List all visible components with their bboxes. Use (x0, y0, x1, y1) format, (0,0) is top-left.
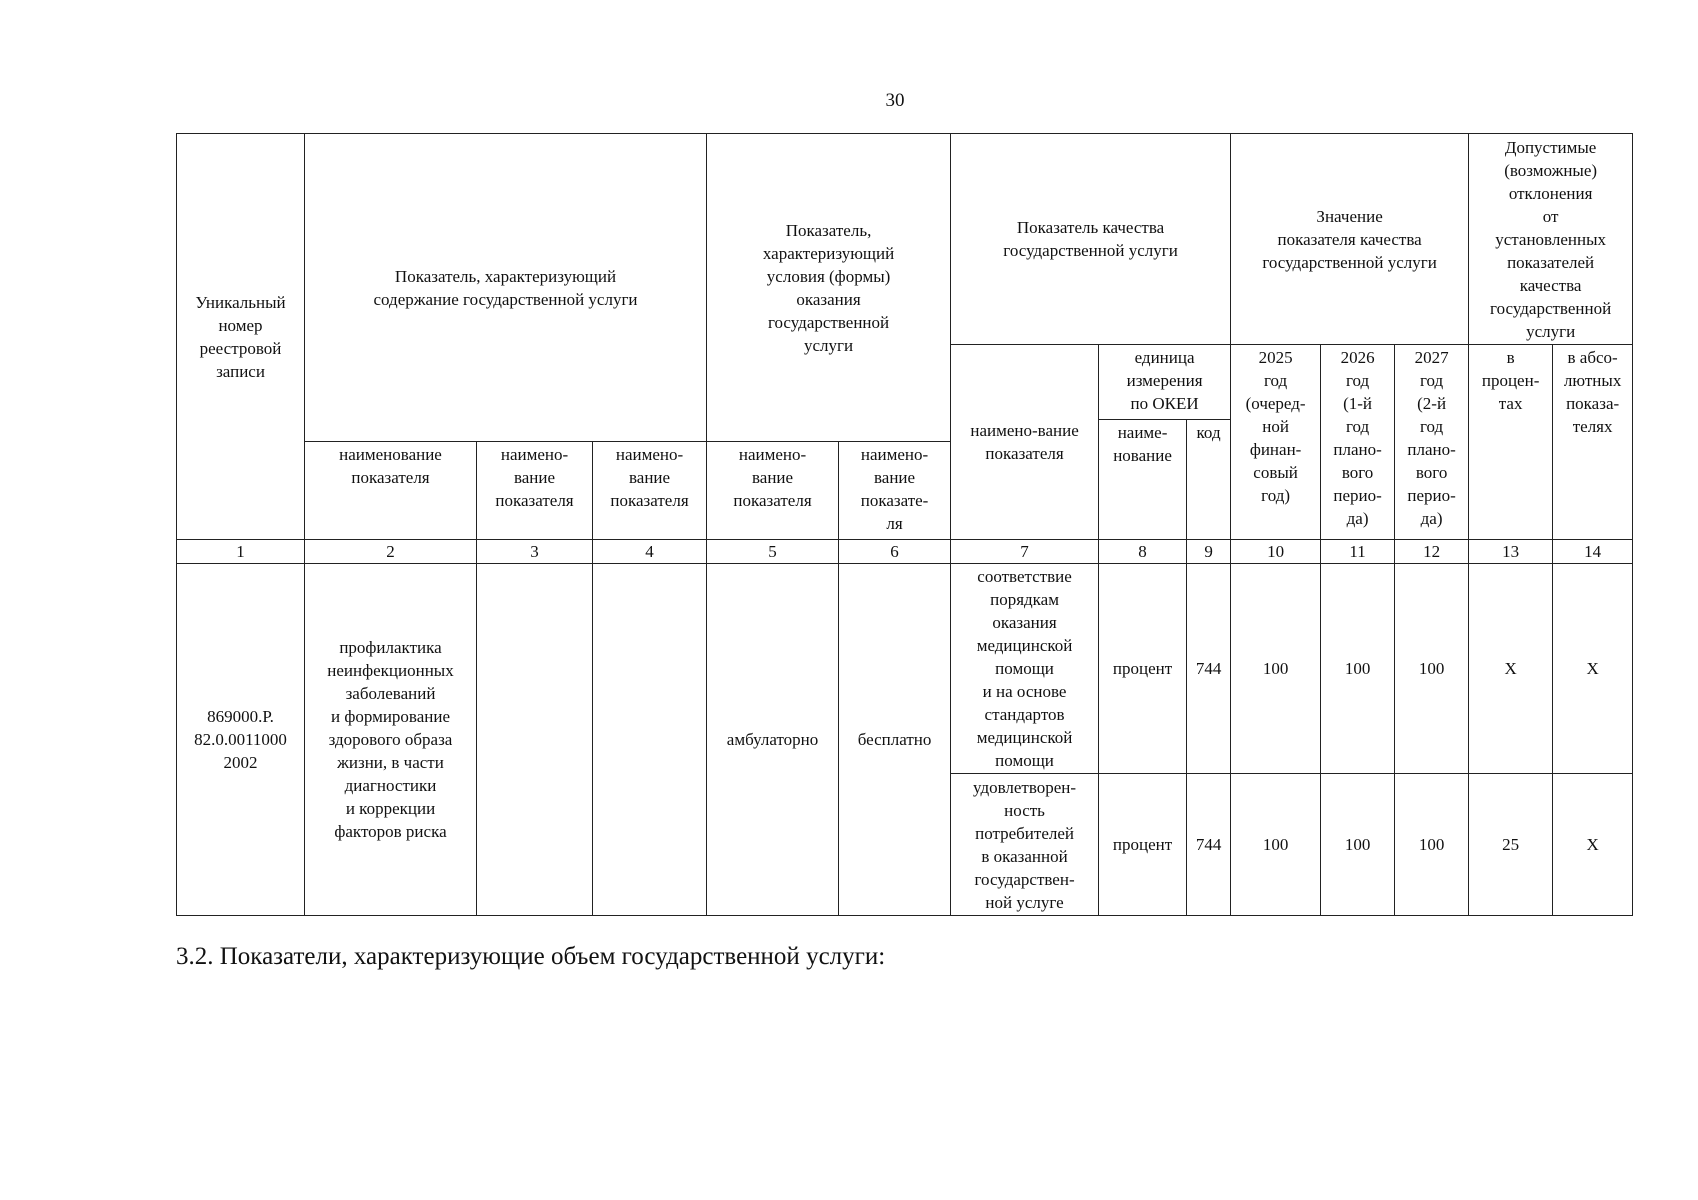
column-number: 1 (177, 540, 305, 564)
value-2026: 100 (1321, 564, 1395, 774)
column-number: 11 (1321, 540, 1395, 564)
header-allowed-deviation: Допустимые (возможные) отклонения от установленных показателей качества государственной услуги (1469, 134, 1633, 345)
header-year-2027: 2027 год (2-й год плано- вого перио- да) (1395, 345, 1469, 540)
header-year-2025: 2025 год (очеред- ной финан- совый год) (1231, 345, 1321, 540)
table-row (177, 564, 1633, 774)
page-number: 30 (885, 90, 905, 111)
record-condition-col5: амбулаторно (707, 564, 839, 916)
value-2027: 100 (1395, 774, 1469, 916)
header-year-2026: 2026 год (1-й год плано- вого перио- да) (1321, 345, 1395, 540)
column-number: 6 (839, 540, 951, 564)
quality-indicators-table (176, 133, 1633, 916)
header-unique-number: Уникальный номер реестровой записи (177, 134, 305, 540)
column-number: 14 (1553, 540, 1633, 564)
header-indicator-name: наимено-вание показателя (951, 345, 1099, 540)
header-unit-name: наиме- нование (1099, 420, 1187, 540)
section-heading: 3.2. Показатели, характеризующие объем государственной услуги: (176, 943, 886, 970)
column-number: 13 (1469, 540, 1553, 564)
value-2025: 100 (1231, 774, 1321, 916)
record-content-col4 (593, 564, 707, 916)
column-number: 2 (305, 540, 477, 564)
column-number: 5 (707, 540, 839, 564)
value-2025: 100 (1231, 564, 1321, 774)
header-conditions-indicator: Показатель, характеризующий условия (формы) оказания государственной услуги (707, 134, 951, 442)
header-deviation-absolute: в абсо- лютных показа- телях (1553, 345, 1633, 540)
column-number: 12 (1395, 540, 1469, 564)
unit-name: процент (1099, 774, 1187, 916)
deviation-absolute: Х (1553, 564, 1633, 774)
unit-name: процент (1099, 564, 1187, 774)
record-content-col3 (477, 564, 593, 916)
value-2026: 100 (1321, 774, 1395, 916)
header-col3-name: наимено- вание показателя (477, 442, 593, 540)
column-number: 3 (477, 540, 593, 564)
deviation-percent: 25 (1469, 774, 1553, 916)
record-unique-number: 869000.Р. 82.0.0011000 2002 (177, 564, 305, 916)
value-2027: 100 (1395, 564, 1469, 774)
column-number: 8 (1099, 540, 1187, 564)
column-number: 4 (593, 540, 707, 564)
header-col6-name: наимено- вание показате- ля (839, 442, 951, 540)
unit-code: 744 (1187, 564, 1231, 774)
header-col5-name: наимено- вание показателя (707, 442, 839, 540)
header-unit-okei: единица измерения по ОКЕИ (1099, 345, 1231, 420)
header-deviation-percent: в процен- тах (1469, 345, 1553, 540)
column-number: 7 (951, 540, 1099, 564)
header-col4-name: наимено- вание показателя (593, 442, 707, 540)
quality-indicator-name: удовлетворен- ность потребителей в оказанной государствен- ной услуге (951, 774, 1099, 916)
column-number: 10 (1231, 540, 1321, 564)
record-content-col2: профилактика неинфекционных заболеваний и формирование здорового образа жизни, в части диагностики и коррекции факторов риска (305, 564, 477, 916)
header-unit-code: код (1187, 420, 1231, 540)
quality-indicator-name: соответствие порядкам оказания медицинской помощи и на основе стандартов медицинской помощи (951, 564, 1099, 774)
deviation-absolute: Х (1553, 774, 1633, 916)
header-quality-value: Значение показателя качества государственной услуги (1231, 134, 1469, 345)
header-col2-name: наименование показателя (305, 442, 477, 540)
record-condition-col6: бесплатно (839, 564, 951, 916)
header-quality-indicator: Показатель качества государственной услуги (951, 134, 1231, 345)
header-content-indicator: Показатель, характеризующий содержание государственной услуги (305, 134, 707, 442)
deviation-percent: Х (1469, 564, 1553, 774)
column-number: 9 (1187, 540, 1231, 564)
unit-code: 744 (1187, 774, 1231, 916)
column-number-row (177, 540, 1633, 564)
